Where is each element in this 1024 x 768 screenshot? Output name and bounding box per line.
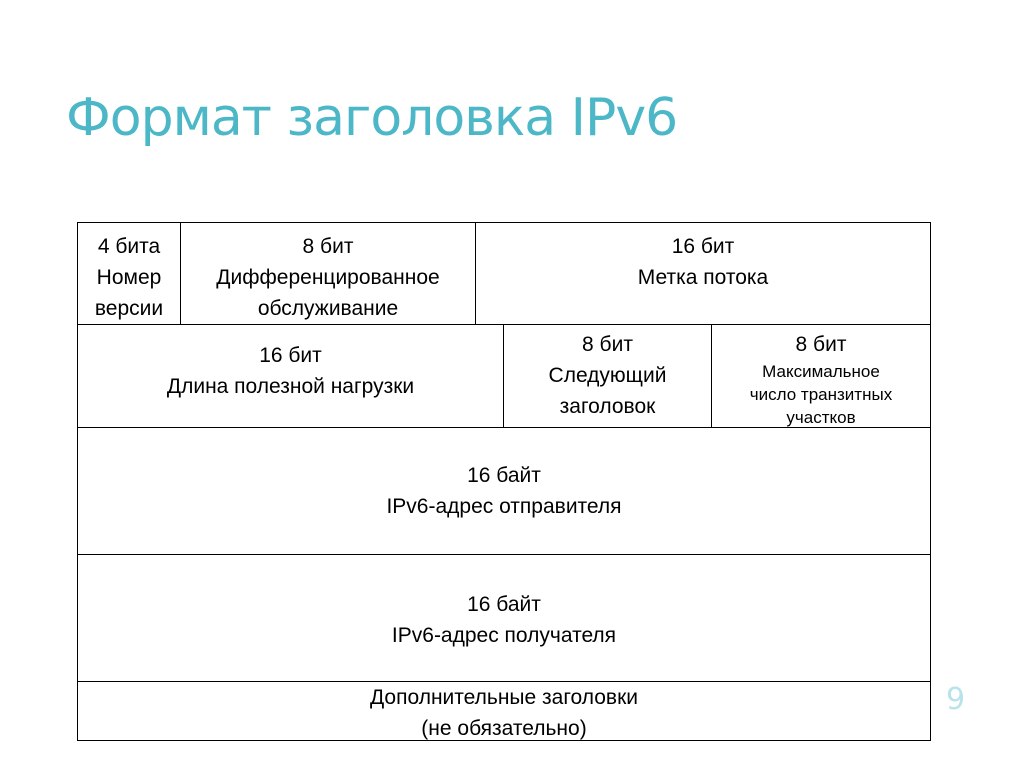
field-payload-length-label: Длина полезной нагрузки bbox=[166, 375, 415, 398]
field-next-header-label: Следующий bbox=[548, 364, 667, 387]
field-version-size: 4 бита bbox=[97, 235, 161, 258]
field-hop-limit-label-3: участков bbox=[786, 408, 856, 427]
field-payload-length-size: 16 бит bbox=[259, 344, 322, 367]
field-extension-headers bbox=[77, 681, 931, 741]
field-next-header-label-2: заголовок bbox=[559, 395, 656, 418]
field-hop-limit bbox=[711, 324, 931, 428]
field-destination-address bbox=[77, 554, 931, 682]
field-hop-limit-label-2: число транзитных bbox=[749, 385, 893, 404]
field-source-address-size: 16 байт bbox=[467, 464, 541, 487]
field-flow-label-label: Метка потока bbox=[637, 266, 769, 289]
field-version bbox=[77, 222, 181, 325]
page-title: Формат заголовка IPv6 bbox=[66, 88, 678, 148]
field-extension-headers-note: (не обязательно) bbox=[421, 717, 587, 740]
field-traffic-class bbox=[180, 222, 476, 325]
field-payload-length bbox=[77, 324, 504, 428]
field-version-label-2: версии bbox=[94, 297, 164, 320]
field-destination-address-size: 16 байт bbox=[467, 593, 541, 616]
field-hop-limit-label: Максимальное bbox=[762, 362, 880, 381]
field-traffic-class-label-2: обслуживание bbox=[257, 297, 399, 320]
page-number: 9 bbox=[946, 682, 966, 717]
field-source-address bbox=[77, 427, 931, 555]
field-flow-label-size: 16 бит bbox=[671, 235, 735, 258]
field-source-address-label: IPv6-адрес отправителя bbox=[386, 495, 622, 518]
field-extension-headers-label: Дополнительные заголовки bbox=[369, 686, 639, 709]
field-next-header-size: 8 бит bbox=[582, 333, 633, 356]
field-next-header bbox=[503, 324, 712, 428]
field-traffic-class-label: Дифференцированное bbox=[216, 266, 440, 289]
field-traffic-class-size: 8 бит bbox=[302, 235, 354, 258]
field-version-label: Номер bbox=[96, 266, 162, 289]
field-destination-address-label: IPv6-адрес получателя bbox=[391, 624, 617, 647]
field-hop-limit-size: 8 бит bbox=[795, 333, 847, 356]
field-flow-label bbox=[475, 222, 931, 325]
